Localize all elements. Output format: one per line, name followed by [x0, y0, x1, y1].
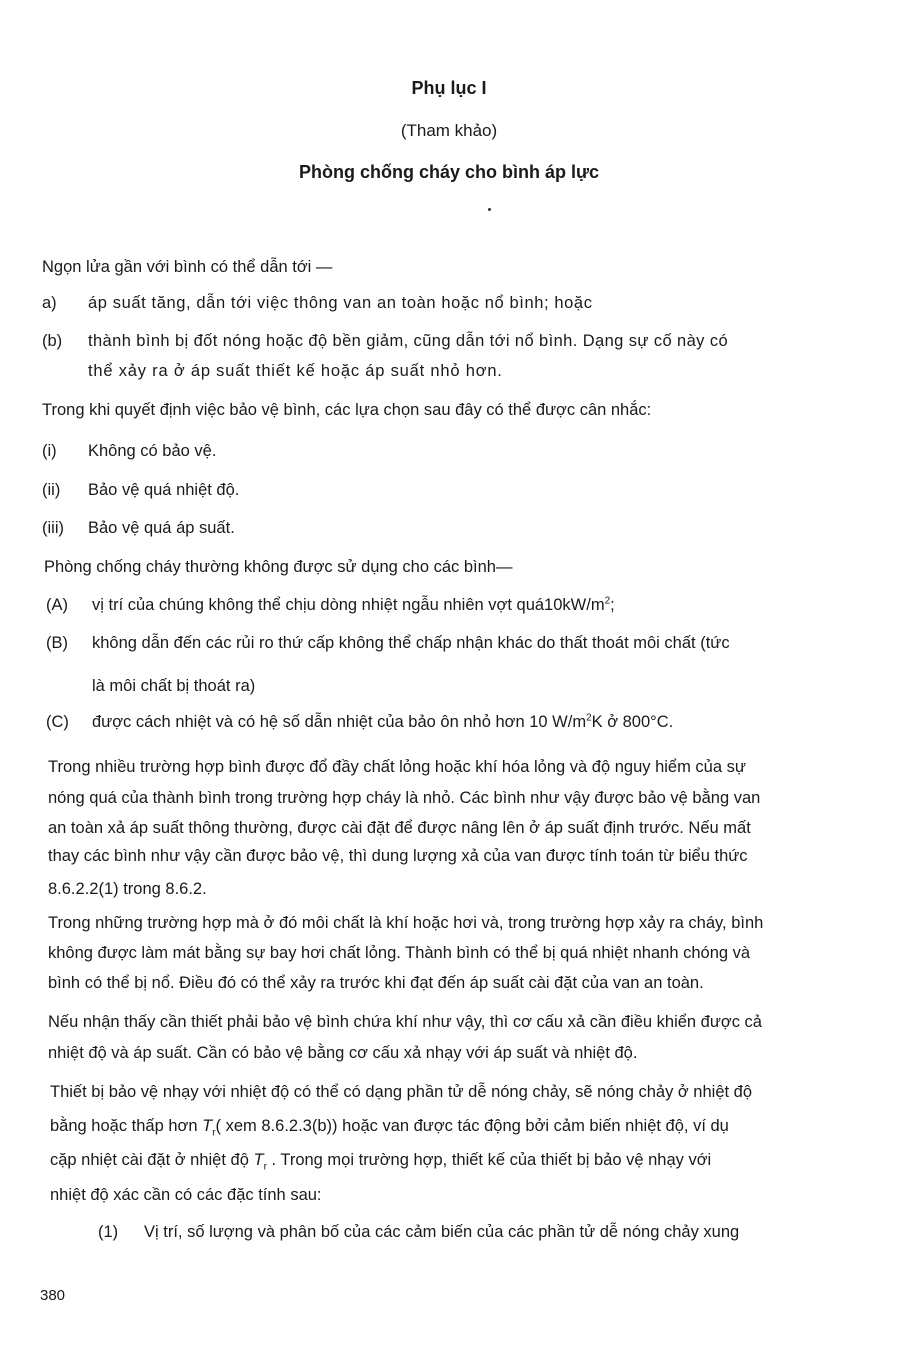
- superscript: 2: [586, 712, 592, 724]
- paragraph-1-line-3: an toàn xả áp suất thông thường, được cài đặt để được nâng lên ở áp suất định trước. Nếu mất: [48, 819, 751, 837]
- list-text: Bảo vệ quá nhiệt độ.: [88, 481, 240, 499]
- list-text: thành bình bị đốt nóng hoặc độ bền giảm, cũng dẫn tới nổ bình. Dạng sự cố này có: [88, 332, 729, 350]
- list-item-B: [46, 633, 730, 653]
- numbered-item-1: [98, 1222, 739, 1242]
- list-text: vị trí của chúng không thể chịu dòng nhiệt ngẫu nhiên vợt quá10kW/m: [92, 596, 605, 614]
- paragraph-1-line-2: nóng quá của thành bình trong trường hợp cháy là nhỏ. Các bình như vậy được bảo vệ bằng van: [48, 789, 761, 807]
- option-ii: [42, 480, 239, 500]
- paragraph-4-line-4: nhiệt độ xác cần có các đặc tính sau:: [50, 1186, 322, 1204]
- paragraph-2-line-2: không được làm mát bằng sự bay hơi chất lỏng. Thành bình có thể bị quá nhiệt nhanh chóng và: [48, 944, 751, 962]
- list-item-A: [46, 595, 615, 615]
- symbol-T: T: [253, 1151, 264, 1169]
- list-label: (B): [46, 634, 68, 652]
- subscript: r: [212, 1127, 216, 1139]
- stray-mark: [488, 208, 491, 211]
- page-number: 380: [40, 1287, 66, 1304]
- text-run: cặp nhiệt cài đặt ở nhiệt độ: [50, 1151, 254, 1169]
- option-i: [42, 441, 216, 461]
- subscript: r: [263, 1161, 267, 1173]
- list-item-b: [42, 331, 728, 351]
- text-run: ( xem 8.6.2.3(b)) hoặc van được tác động bởi cảm biến nhiệt độ, ví dụ: [215, 1117, 729, 1135]
- text-run: bằng hoặc thấp hơn: [50, 1117, 203, 1135]
- paragraph-3-line-1: Nếu nhận thấy cần thiết phải bảo vệ bình chứa khí như vậy, thì cơ cấu xả cần điều khiển được cả: [48, 1013, 762, 1031]
- paragraph-3-line-2: nhiệt độ và áp suất. Cần có bảo vệ bằng cơ cấu xả nhạy với áp suất và nhiệt độ.: [48, 1044, 638, 1062]
- list-text-end: ;: [610, 596, 615, 614]
- list-text: Không có bảo vệ.: [88, 442, 217, 460]
- appendix-heading: Phụ lục I: [411, 78, 487, 98]
- list-text: được cách nhiệt và có hệ số dẫn nhiệt của bảo ôn nhỏ hơn 10 W/m: [92, 713, 587, 731]
- symbol-T: T: [202, 1117, 213, 1135]
- list-text: Bảo vệ quá áp suất.: [88, 519, 235, 537]
- paragraph-4-line-3: [50, 1150, 712, 1173]
- text-run: . Trong mọi trường hợp, thiết kế của thiết bị bảo vệ nhạy với: [266, 1151, 712, 1169]
- page-title: Phòng chống cháy cho bình áp lực: [298, 162, 600, 182]
- paragraph-4-line-2: [50, 1116, 729, 1139]
- reference-note: (Tham khảo): [400, 121, 498, 140]
- list-item-B-continued: là môi chất bị thoát ra): [92, 677, 256, 695]
- list-item-a: [42, 293, 593, 313]
- paragraph-2-line-3: bình có thể bị nổ. Điều đó có thể xảy ra trước khi đạt đến áp suất cài đặt của van an toàn.: [48, 974, 704, 992]
- option-iii: [42, 518, 235, 538]
- list-label: (A): [46, 596, 68, 614]
- fire-protection-intro: Phòng chống cháy thường không được sử dụng cho các bình—: [44, 558, 513, 576]
- list-label: (ii): [42, 481, 61, 499]
- options-intro: Trong khi quyết định việc bảo vệ bình, các lựa chọn sau đây có thể được cân nhắc:: [42, 401, 652, 419]
- list-item-b-continued: thể xảy ra ở áp suất thiết kế hoặc áp suất nhỏ hơn.: [88, 362, 503, 380]
- paragraph-4-line-1: Thiết bị bảo vệ nhạy với nhiệt độ có thể có dạng phần tử dễ nóng chảy, sẽ nóng chảy ở nhiệt độ: [50, 1083, 753, 1101]
- list-text: áp suất tăng, dẫn tới việc thông van an toàn hoặc nổ bình; hoặc: [88, 294, 593, 312]
- list-item-C: [46, 712, 673, 732]
- paragraph-1-line-4: thay các bình như vậy cần được bảo vệ, thì dung lượng xả của van được tính toán từ biểu thức: [48, 847, 748, 865]
- list-label: (C): [46, 713, 69, 731]
- superscript: 2: [604, 595, 611, 607]
- list-label: (1): [98, 1223, 119, 1241]
- list-label: (iii): [42, 519, 64, 537]
- paragraph-1-line-1: Trong nhiều trường hợp bình được đổ đầy chất lỏng hoặc khí hóa lỏng và độ nguy hiểm của sự: [48, 758, 746, 776]
- paragraph-2-line-1: Trong những trường hợp mà ở đó môi chất là khí hoặc hơi và, trong trường hợp xảy ra cháy, bình: [48, 914, 764, 932]
- intro-text: Ngọn lửa gần với bình có thể dẫn tới —: [42, 258, 333, 276]
- paragraph-1-line-5: 8.6.2.2(1) trong 8.6.2.: [48, 880, 207, 898]
- list-text-end: K ở 800°C.: [591, 713, 674, 731]
- list-label: (i): [42, 442, 57, 460]
- list-text: không dẫn đến các rủi ro thứ cấp không thể chấp nhận khác do thất thoát môi chất (tức: [92, 634, 730, 652]
- list-label: a): [42, 294, 57, 312]
- list-text: Vị trí, số lượng và phân bố của các cảm biến của các phần tử dễ nóng chảy xung: [144, 1223, 740, 1241]
- list-label: (b): [42, 332, 63, 350]
